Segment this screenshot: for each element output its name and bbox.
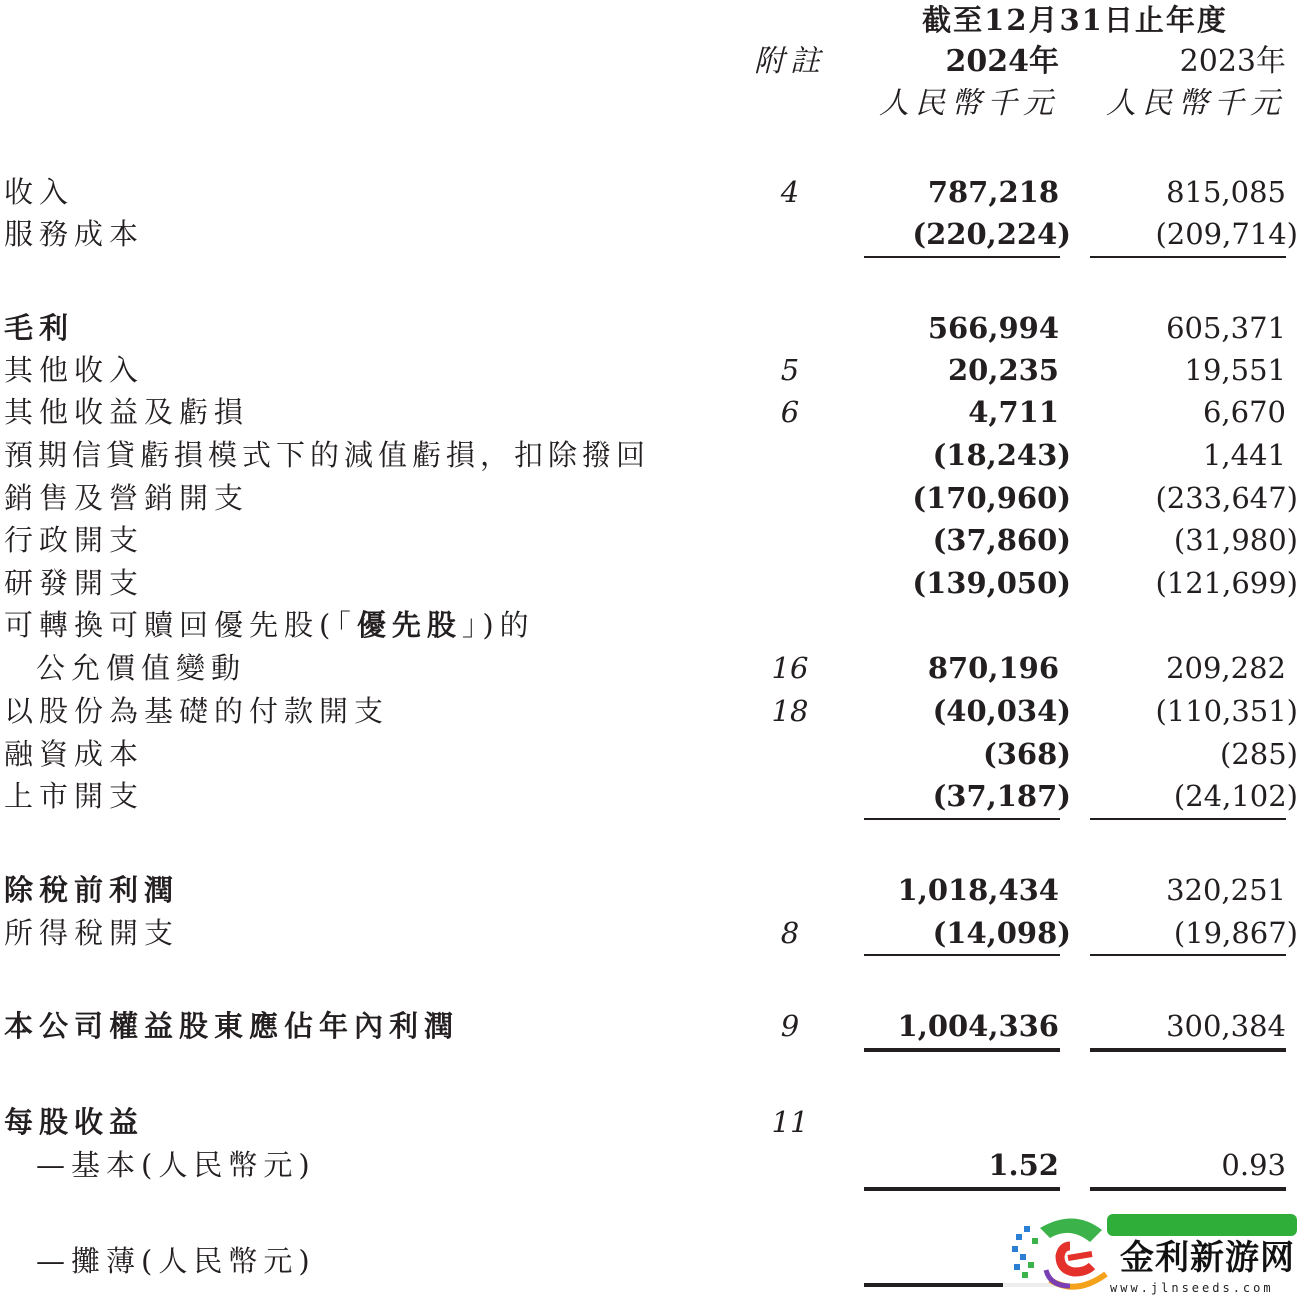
row-research-development [0, 562, 1304, 604]
row-eps-basic [0, 1144, 1304, 1186]
watermark-url: www.jlnseeds.com [1110, 1281, 1274, 1295]
row-impairment-losses [0, 434, 1304, 476]
value-2023: 1,441 [1202, 438, 1286, 472]
row-label: 預期信貸虧損模式下的減值虧損，扣除撥回 [4, 438, 651, 472]
row-selling-marketing [0, 477, 1304, 519]
row-label: 其他收益及虧損 [4, 395, 250, 429]
value-2023: 19,551 [1184, 353, 1286, 387]
subtotal-rule-2023 [1090, 256, 1286, 258]
value-2024: (37,860) [932, 523, 1071, 557]
row-other-income [0, 349, 1304, 391]
row-label: 公允價值變動 [36, 651, 247, 685]
value-2024: 1,004,336 [897, 1009, 1059, 1043]
value-2023: (285) [1220, 737, 1298, 771]
value-2024: (18,243) [932, 438, 1071, 472]
watermark-name: 金利新游网 [1120, 1238, 1295, 1278]
value-2023: 605,371 [1166, 311, 1286, 345]
value-2024: 566,994 [927, 311, 1059, 345]
row-note: 16 [771, 651, 809, 685]
row-note: 4 [780, 175, 800, 209]
currency-2024-header: 人民幣千元 [879, 86, 1059, 121]
row-earnings-per-share [0, 1101, 1304, 1143]
total-rule-2024 [864, 1048, 1060, 1052]
row-cost-of-services [0, 213, 1304, 255]
value-2023: 209,282 [1166, 651, 1286, 685]
value-2024: (37,187) [932, 779, 1071, 813]
year-2023-header: 2023年 [1179, 44, 1286, 79]
row-preferred-shares-heading [0, 604, 1304, 646]
row-profit-for-year [0, 1005, 1304, 1047]
row-revenue [0, 171, 1304, 213]
row-administrative [0, 519, 1304, 561]
value-2023: (110,351) [1155, 694, 1298, 728]
row-label: 除稅前利潤 [4, 873, 180, 907]
row-note: 8 [780, 916, 800, 950]
row-label: 行政開支 [4, 523, 145, 557]
watermark-logo-icon [1010, 1212, 1114, 1292]
label-part: 可轉換可贖回優先股(「 [4, 608, 357, 642]
label-part: 」)的 [461, 608, 535, 642]
value-2024: 1,018,434 [897, 873, 1059, 907]
row-label: 銷售及營銷開支 [4, 481, 250, 515]
row-label: —攤薄(人民幣元) [36, 1244, 316, 1278]
value-2023: 6,670 [1202, 395, 1286, 429]
row-income-tax [0, 912, 1304, 954]
value-2023: (121,699) [1155, 566, 1298, 600]
subtotal-rule-2024 [864, 256, 1060, 258]
row-label: 上市開支 [4, 779, 145, 813]
row-other-gains-losses [0, 391, 1304, 433]
value-2023: 320,251 [1166, 873, 1286, 907]
value-2024: (170,960) [912, 481, 1071, 515]
defined-term: 優先股 [356, 608, 462, 642]
row-label: 本公司權益股東應佔年內利潤 [4, 1009, 460, 1043]
notes-column-header: 附註 [754, 44, 826, 79]
row-label: 融資成本 [4, 737, 145, 771]
row-note: 5 [780, 353, 800, 387]
row-note: 9 [780, 1009, 800, 1043]
value-2024: (368) [983, 737, 1071, 771]
row-note: 6 [780, 395, 800, 429]
value-2023: (233,647) [1155, 481, 1298, 515]
watermark-banner [1107, 1214, 1297, 1236]
row-label: 毛利 [4, 311, 75, 345]
value-2023: 0.93 [1221, 1148, 1286, 1182]
row-note: 18 [771, 694, 809, 728]
subtotal-rule-2023 [1090, 954, 1286, 956]
value-2023: 300,384 [1166, 1009, 1286, 1043]
row-label: 研發開支 [4, 566, 145, 600]
value-2024: (40,034) [932, 694, 1071, 728]
total-rule-2023 [1090, 1187, 1286, 1191]
value-2024: 870,196 [927, 651, 1059, 685]
currency-2023-header: 人民幣千元 [1106, 86, 1286, 121]
subtotal-rule-2023 [1090, 818, 1286, 820]
row-label: 所得稅開支 [4, 916, 180, 950]
value-2023: (19,867) [1173, 916, 1298, 950]
year-2024-header: 2024年 [945, 44, 1059, 79]
row-listing-expenses [0, 775, 1304, 817]
value-2023: (209,714) [1155, 217, 1298, 251]
row-label: 以股份為基礎的付款開支 [4, 694, 390, 728]
row-fair-value-changes [0, 647, 1304, 689]
row-label: 每股收益 [4, 1105, 145, 1139]
value-2024: 787,218 [927, 175, 1059, 209]
subtotal-rule-2024 [864, 954, 1060, 956]
value-2024: (139,050) [912, 566, 1071, 600]
value-2023: (24,102) [1173, 779, 1298, 813]
period-header: 截至12月31日止年度 [922, 3, 1228, 37]
row-label: 其他收入 [4, 353, 145, 387]
value-2024: (220,224) [912, 217, 1071, 251]
row-finance-costs [0, 733, 1304, 775]
row-gross-profit [0, 307, 1304, 349]
value-2024: 20,235 [948, 353, 1059, 387]
row-label: 收入 [4, 175, 75, 209]
row-share-based-payment [0, 690, 1304, 732]
subtotal-rule-2024 [864, 818, 1060, 820]
total-rule-2023 [1090, 1048, 1286, 1052]
value-2024: (14,098) [932, 916, 1071, 950]
row-label: —基本(人民幣元) [36, 1148, 316, 1182]
row-profit-before-tax [0, 869, 1304, 911]
row-note: 11 [771, 1105, 809, 1139]
value-2023: 815,085 [1166, 175, 1286, 209]
row-label: 服務成本 [4, 217, 145, 251]
row-label [4, 604, 535, 646]
value-2023: (31,980) [1173, 523, 1298, 557]
total-rule-2024 [864, 1187, 1060, 1191]
value-2024: 1.52 [988, 1148, 1059, 1182]
value-2024: 4,711 [968, 395, 1059, 429]
